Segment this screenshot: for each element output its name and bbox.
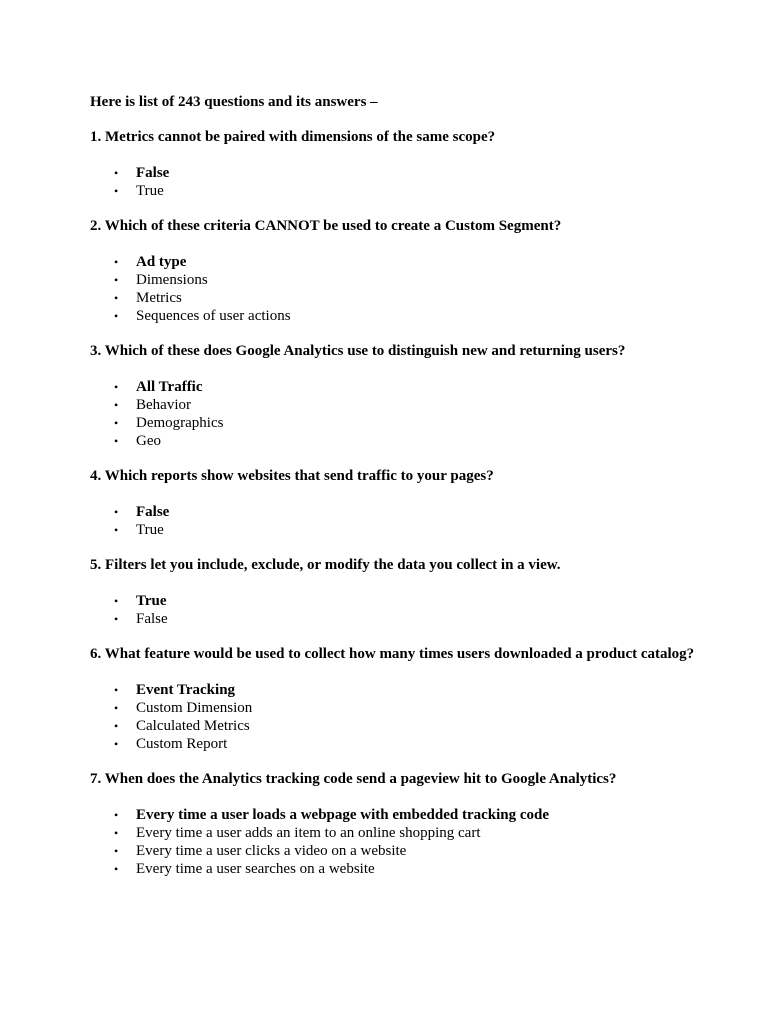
- answer-list-2: [90, 253, 708, 325]
- answer-list-6: [90, 681, 708, 753]
- answer-correct: [90, 253, 708, 271]
- answer-correct: [90, 378, 708, 396]
- answer-option: [90, 610, 708, 628]
- answer-correct: [90, 681, 708, 699]
- answer-text: Behavior: [136, 397, 191, 413]
- answer-option: [90, 271, 708, 289]
- answer-option: [90, 414, 708, 432]
- answer-text: Custom Report: [136, 736, 228, 752]
- bullet-icon: •: [114, 505, 119, 519]
- question-block-2: [90, 217, 708, 325]
- bullet-icon: •: [114, 862, 119, 876]
- bullet-icon: •: [114, 309, 119, 323]
- answer-correct: [90, 164, 708, 182]
- answer-list-4: [90, 503, 708, 539]
- question-block-1: [90, 128, 708, 200]
- answer-correct: [90, 592, 708, 610]
- answer-option: [90, 842, 708, 860]
- answer-option: [90, 289, 708, 307]
- answer-correct: [90, 806, 708, 824]
- bullet-icon: •: [114, 701, 119, 715]
- answer-text: Every time a user loads a webpage with embedded tracking code: [136, 807, 550, 823]
- answer-text: False: [136, 165, 170, 181]
- bullet-icon: •: [114, 416, 119, 430]
- answer-text: Every time a user clicks a video on a website: [136, 843, 407, 859]
- answer-text: All Traffic: [136, 379, 203, 395]
- question-4: 4. Which reports show websites that send traffic to your pages?: [90, 468, 494, 484]
- bullet-icon: •: [114, 844, 119, 858]
- answer-text: Demographics: [136, 415, 224, 431]
- question-block-4: [90, 467, 708, 539]
- bullet-icon: •: [114, 808, 119, 822]
- answer-list-1: [90, 164, 708, 200]
- question-6: 6. What feature would be used to collect how many times users downloaded a product catalog?: [90, 646, 695, 662]
- bullet-icon: •: [114, 523, 119, 537]
- bullet-icon: •: [114, 612, 119, 626]
- bullet-icon: •: [114, 719, 119, 733]
- answer-text: Geo: [136, 433, 161, 449]
- bullet-icon: •: [114, 166, 119, 180]
- answer-text: Dimensions: [136, 272, 208, 288]
- answer-text: Sequences of user actions: [136, 308, 291, 324]
- question-block-3: [90, 342, 708, 450]
- bullet-icon: •: [114, 291, 119, 305]
- answer-option: [90, 307, 708, 325]
- answer-option: [90, 699, 708, 717]
- answer-text: Every time a user searches on a website: [136, 861, 375, 877]
- answer-correct: [90, 503, 708, 521]
- answer-text: False: [136, 504, 170, 520]
- bullet-icon: •: [114, 826, 119, 840]
- answer-text: Ad type: [136, 254, 187, 270]
- answer-text: Custom Dimension: [136, 700, 253, 716]
- answer-list-7: [90, 806, 708, 878]
- bullet-icon: •: [114, 255, 119, 269]
- answer-text: Every time a user adds an item to an online shopping cart: [136, 825, 481, 841]
- answer-text: Metrics: [136, 290, 182, 306]
- question-3: 3. Which of these does Google Analytics use to distinguish new and returning users?: [90, 343, 626, 359]
- bullet-icon: •: [114, 398, 119, 412]
- answer-text: False: [136, 611, 168, 627]
- bullet-icon: •: [114, 683, 119, 697]
- answer-text: True: [136, 593, 167, 609]
- answer-text: True: [136, 522, 164, 538]
- question-1: 1. Metrics cannot be paired with dimensions of the same scope?: [90, 129, 496, 145]
- answer-option: [90, 521, 708, 539]
- question-5: 5. Filters let you include, exclude, or modify the data you collect in a view.: [90, 557, 561, 573]
- answer-option: [90, 735, 708, 753]
- answer-list-3: [90, 378, 708, 450]
- bullet-icon: •: [114, 594, 119, 608]
- bullet-icon: •: [114, 380, 119, 394]
- answer-option: [90, 860, 708, 878]
- bullet-icon: •: [114, 434, 119, 448]
- answer-option: [90, 717, 708, 735]
- bullet-icon: •: [114, 737, 119, 751]
- intro-heading: Here is list of 243 questions and its answers –: [90, 94, 378, 110]
- question-7: 7. When does the Analytics tracking code send a pageview hit to Google Analytics?: [90, 771, 617, 787]
- answer-text: Event Tracking: [136, 682, 236, 698]
- answer-text: Calculated Metrics: [136, 718, 250, 734]
- answer-option: [90, 824, 708, 842]
- bullet-icon: •: [114, 273, 119, 287]
- question-block-5: [90, 556, 708, 628]
- answer-list-5: [90, 592, 708, 628]
- question-block-7: [90, 770, 708, 878]
- answer-text: True: [136, 183, 164, 199]
- question-block-6: [90, 645, 708, 753]
- question-2: 2. Which of these criteria CANNOT be used to create a Custom Segment?: [90, 218, 562, 234]
- bullet-icon: •: [114, 184, 119, 198]
- answer-option: [90, 396, 708, 414]
- answer-option: [90, 432, 708, 450]
- answer-option: [90, 182, 708, 200]
